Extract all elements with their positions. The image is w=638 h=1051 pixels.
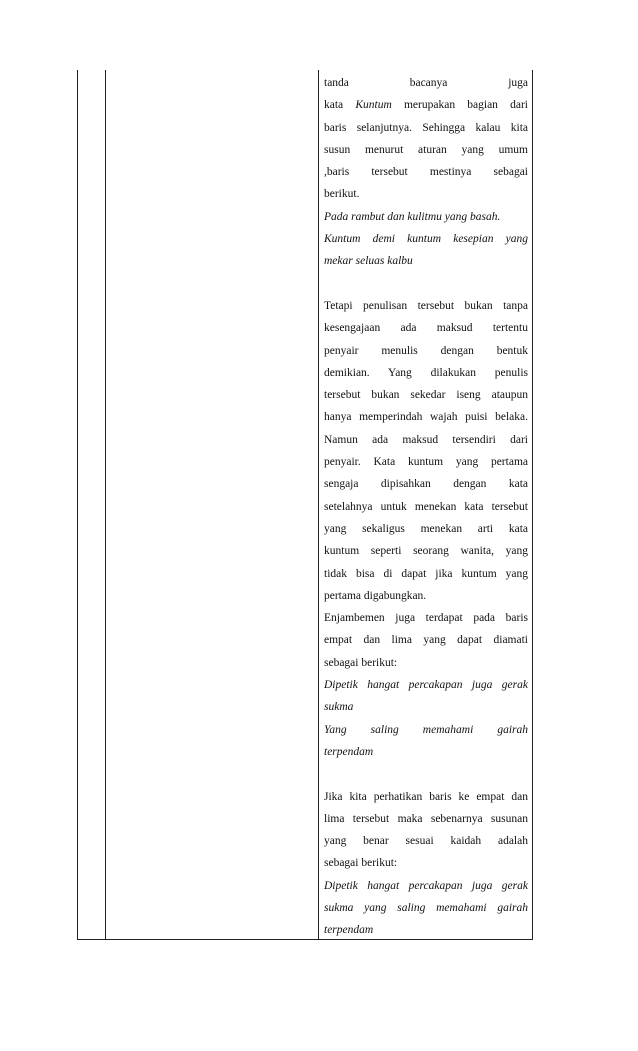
text-line: setelahnya untuk menekan kata tersebut xyxy=(324,500,528,513)
text-line: ,baris tersebut mestinya sebagai xyxy=(324,166,528,179)
table-column-divider-2 xyxy=(318,70,319,940)
text-line: Tetapi penulisan tersebut bukan tanpa xyxy=(324,299,528,312)
text-line: hanya memperindah wajah puisi belaka. xyxy=(324,411,528,424)
text-line: sebagai berikut: xyxy=(324,857,398,870)
text-line: Jika kita perhatikan baris ke empat dan xyxy=(324,790,528,803)
blank-line xyxy=(324,763,528,785)
poem-line: terpendam xyxy=(324,745,374,758)
text-line: Enjambemen juga terdapat pada baris xyxy=(324,612,528,625)
poem-line: Pada rambut dan kulitmu yang basah. xyxy=(324,210,501,223)
poem-line: terpendam xyxy=(324,924,374,937)
table-left-border xyxy=(77,70,78,940)
text-line: baris selanjutnya. Sehingga kalau kita xyxy=(324,121,528,134)
text-line: lima tersebut maka sebenarnya susunan xyxy=(324,812,528,825)
text-line xyxy=(324,94,528,116)
table-column-divider-1 xyxy=(105,70,106,940)
text-line: tanda bacanya juga xyxy=(324,77,528,89)
poem-line: Yang saling memahami gairah xyxy=(324,723,528,736)
text-line: yang sekaligus menekan arti kata xyxy=(324,522,528,535)
text-line: susun menurut aturan yang umum xyxy=(324,143,528,156)
poem-line: Dipetik hangat percakapan juga gerak xyxy=(324,679,528,692)
text-line: kesengajaan ada maksud tertentu xyxy=(324,322,528,335)
poem-line: mekar seluas kalbu xyxy=(324,255,413,268)
text-line: berikut. xyxy=(324,188,360,201)
text-line: penyair menulis dengan bentuk xyxy=(324,344,528,357)
text-line: sebagai berikut: xyxy=(324,656,398,669)
poem-line: sukma xyxy=(324,701,354,714)
text-line: empat dan lima yang dapat diamati xyxy=(324,634,528,647)
blank-line xyxy=(324,273,528,295)
text-line: tersebut bukan sekedar iseng ataupun xyxy=(324,389,528,402)
text-line: Namun ada maksud tersendiri dari xyxy=(324,433,528,446)
poem-line: Dipetik hangat percakapan juga gerak xyxy=(324,879,528,892)
text-line: pertama digabungkan. xyxy=(324,589,427,602)
text-fragment: kata xyxy=(324,99,344,112)
analysis-text-cell xyxy=(324,72,528,942)
text-line: tidak bisa di dapat jika kuntum yang xyxy=(324,567,528,580)
text-fragment: merupakan bagian dari xyxy=(403,99,529,112)
text-line: demikian. Yang dilakukan penulis xyxy=(324,366,528,379)
poem-line: sukma yang saling memahami gairah xyxy=(324,901,528,914)
text-line: sengaja dipisahkan dengan kata xyxy=(324,478,528,491)
table-right-border xyxy=(532,70,533,940)
poem-line: Kuntum demi kuntum kesepian yang xyxy=(324,233,528,246)
text-line: yang benar sesuai kaidah adalah xyxy=(324,835,528,848)
text-line: penyair. Kata kuntum yang pertama xyxy=(324,456,528,469)
italic-word: Kuntum xyxy=(355,99,392,112)
text-line: kuntum seperti seorang wanita, yang xyxy=(324,545,528,558)
